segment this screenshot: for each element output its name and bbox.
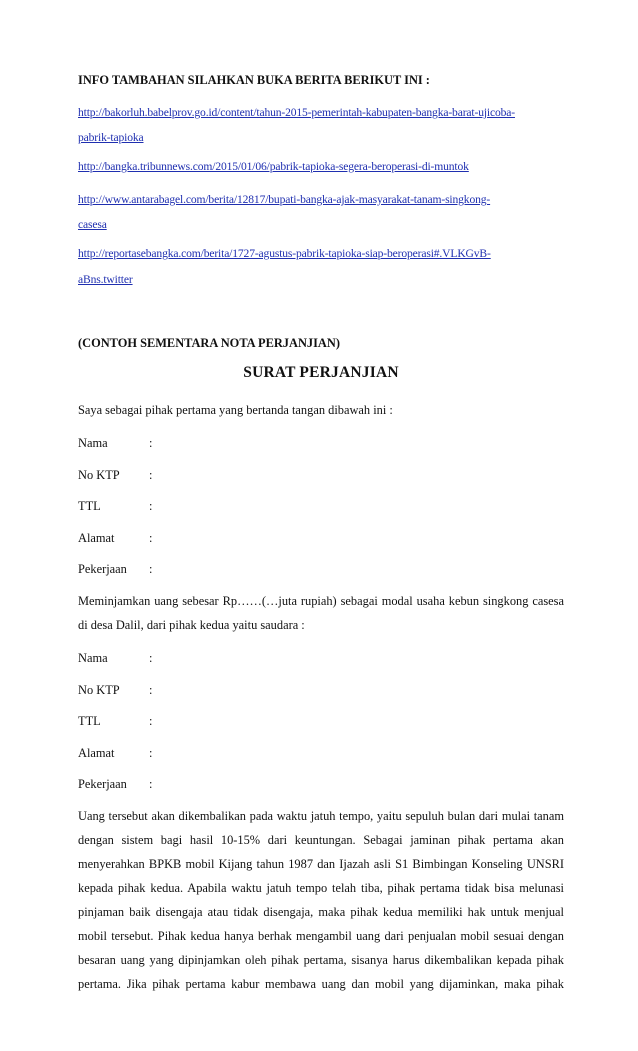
news-link-1-cont[interactable]: pabrik-tapioka bbox=[78, 131, 144, 144]
field-label: No KTP bbox=[78, 683, 120, 697]
terms-paragraph-line: kepada pihak kedua. Apabila waktu jatuh tempo telah tiba, pihak pertama tidak bisa melunasi bbox=[78, 881, 564, 895]
news-link-2[interactable]: http://bangka.tribunnews.com/2015/01/06/pabrik-tapioka-segera-beroperasi-di-muntok bbox=[78, 160, 469, 173]
info-heading: INFO TAMBAHAN SILAHKAN BUKA BERITA BERIKUT INI : bbox=[78, 73, 430, 87]
news-link-3[interactable]: http://www.antarabagel.com/berita/12817/bupati-bangka-ajak-masyarakat-tanam-singkong- bbox=[78, 193, 491, 206]
terms-paragraph-line: Uang tersebut akan dikembalikan pada waktu jatuh tempo, yaitu sepuluh bulan dari mulai tanam bbox=[78, 809, 564, 823]
terms-paragraph-line: mobil tersebut. Pihak kedua hanya berhak mengambil uang dari penjualan mobil sesuai dengan bbox=[78, 929, 564, 943]
news-link-1[interactable]: http://bakorluh.babelprov.go.id/content/tahun-2015-pemerintah-kabupaten-bangka-barat-ujicoba- bbox=[78, 106, 515, 119]
field-colon: : bbox=[149, 562, 153, 576]
terms-paragraph-line: pertama. Jika pihak pertama kabur membawa uang dan mobil yang dijaminkan, maka pihak bbox=[78, 977, 564, 991]
contoh-heading: (CONTOH SEMENTARA NOTA PERJANJIAN) bbox=[78, 336, 340, 350]
news-link-4-cont[interactable]: aBns.twitter bbox=[78, 273, 133, 286]
terms-paragraph-line: menyerahkan BPKB mobil Kijang tahun 1987 dan Ijazah asli S1 Bimbingan Konseling UNSRI bbox=[78, 857, 564, 871]
field-label: Alamat bbox=[78, 746, 115, 760]
terms-paragraph-line: dengan sistem bagi hasil 10-15% dari keuntungan. Sebagai jaminan pihak pertama akan bbox=[78, 833, 564, 847]
field-colon: : bbox=[149, 746, 153, 760]
intro-text: Saya sebagai pihak pertama yang bertanda tangan dibawah ini : bbox=[78, 403, 393, 417]
field-colon: : bbox=[149, 714, 153, 728]
field-label: Alamat bbox=[78, 531, 115, 545]
terms-paragraph-line: besaran uang yang dipinjamkan oleh pihak pertama, sisanya harus dikembalikan kepada pihak bbox=[78, 953, 564, 967]
loan-paragraph-line: Meminjamkan uang sebesar Rp……(…juta rupiah) sebagai modal usaha kebun singkong casesa bbox=[78, 594, 564, 608]
news-link-3-cont[interactable]: casesa bbox=[78, 218, 107, 231]
field-label: Nama bbox=[78, 436, 108, 450]
field-colon: : bbox=[149, 777, 153, 791]
field-label: TTL bbox=[78, 499, 101, 513]
news-link-4[interactable]: http://reportasebangka.com/berita/1727-agustus-pabrik-tapioka-siap-beroperasi#.VLKGvB- bbox=[78, 247, 491, 260]
field-colon: : bbox=[149, 436, 153, 450]
field-colon: : bbox=[149, 651, 153, 665]
field-colon: : bbox=[149, 531, 153, 545]
field-label: Pekerjaan bbox=[78, 777, 127, 791]
field-colon: : bbox=[149, 468, 153, 482]
field-colon: : bbox=[149, 683, 153, 697]
field-label: TTL bbox=[78, 714, 101, 728]
terms-paragraph-line: pinjaman baik disengaja atau tidak disengaja, maka pihak kedua memiliki hak untuk menjual bbox=[78, 905, 564, 919]
field-label: Pekerjaan bbox=[78, 562, 127, 576]
field-label: No KTP bbox=[78, 468, 120, 482]
loan-paragraph-line: di desa Dalil, dari pihak kedua yaitu saudara : bbox=[78, 618, 305, 632]
document-title: SURAT PERJANJIAN bbox=[243, 364, 399, 381]
field-label: Nama bbox=[78, 651, 108, 665]
field-colon: : bbox=[149, 499, 153, 513]
